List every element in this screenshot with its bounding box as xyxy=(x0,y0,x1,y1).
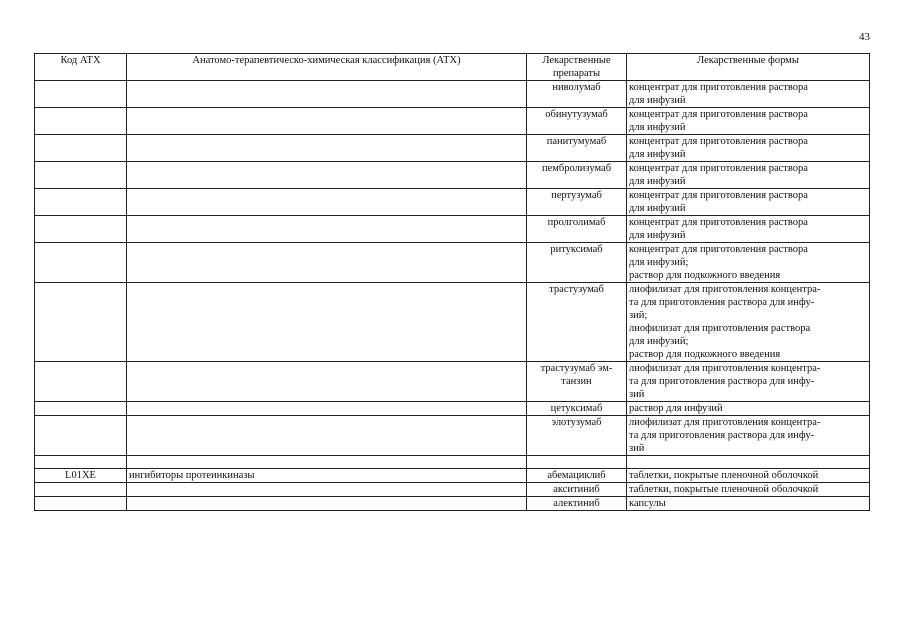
table-row xyxy=(35,135,870,162)
row-code xyxy=(35,108,127,135)
row-drug: цетуксимаб xyxy=(527,402,627,416)
row-code xyxy=(35,497,127,511)
row-drug: панитумумаб xyxy=(527,135,627,162)
row-form: концентрат для приготовления раствора для инфузий; раствор для подкожного введения xyxy=(627,243,870,283)
table-row xyxy=(35,416,870,456)
row-drug xyxy=(527,456,627,469)
row-classification xyxy=(127,135,527,162)
table-row xyxy=(35,108,870,135)
row-classification xyxy=(127,283,527,362)
row-drug: трастузумаб xyxy=(527,283,627,362)
page-number: 43 xyxy=(859,31,870,43)
row-classification xyxy=(127,402,527,416)
row-code xyxy=(35,162,127,189)
row-code xyxy=(35,483,127,497)
row-form: раствор для инфузий xyxy=(627,402,870,416)
row-form: лиофилизат для приготовления концентра- та для приготовления раствора для инфу- зий; лиофилизат для приготовления раствора для инфузий; раствор для подкожного введения xyxy=(627,283,870,362)
table-row xyxy=(35,456,870,469)
table-row xyxy=(35,81,870,108)
table-body xyxy=(35,81,870,511)
row-classification xyxy=(127,456,527,469)
row-drug: абемациклиб xyxy=(527,469,627,483)
row-code xyxy=(35,283,127,362)
row-form: капсулы xyxy=(627,497,870,511)
table-row xyxy=(35,283,870,362)
row-classification xyxy=(127,162,527,189)
row-code xyxy=(35,362,127,402)
table-header-row xyxy=(35,54,870,81)
table-row xyxy=(35,216,870,243)
row-form: таблетки, покрытые пленочной оболочкой xyxy=(627,483,870,497)
row-form: лиофилизат для приготовления концентра- та для приготовления раствора для инфу- зий xyxy=(627,416,870,456)
table-row xyxy=(35,162,870,189)
table-row xyxy=(35,243,870,283)
row-drug: ниволумаб xyxy=(527,81,627,108)
row-drug: алектиниб xyxy=(527,497,627,511)
row-classification xyxy=(127,108,527,135)
row-classification: ингибиторы протеинкиназы xyxy=(127,469,527,483)
row-form: концентрат для приготовления раствора для инфузий xyxy=(627,108,870,135)
header-code: Код АТХ xyxy=(35,54,127,81)
atx-table xyxy=(34,53,870,511)
table-row xyxy=(35,189,870,216)
row-code xyxy=(35,216,127,243)
row-form xyxy=(627,456,870,469)
header-forms: Лекарственные формы xyxy=(627,54,870,81)
row-drug: пролголимаб xyxy=(527,216,627,243)
row-code: L01XE xyxy=(35,469,127,483)
row-drug: ритуксимаб xyxy=(527,243,627,283)
row-code xyxy=(35,81,127,108)
table-row xyxy=(35,469,870,483)
row-classification xyxy=(127,216,527,243)
row-drug: обинутузумаб xyxy=(527,108,627,135)
row-drug: акситиниб xyxy=(527,483,627,497)
row-code xyxy=(35,189,127,216)
row-drug: трастузумаб эм- танзин xyxy=(527,362,627,402)
row-classification xyxy=(127,189,527,216)
row-code xyxy=(35,456,127,469)
row-form: концентрат для приготовления раствора для инфузий xyxy=(627,135,870,162)
header-drugs: Лекарственные препараты xyxy=(527,54,627,81)
table-row xyxy=(35,497,870,511)
row-classification xyxy=(127,81,527,108)
header-classification: Анатомо-терапевтическо-химическая классификация (АТХ) xyxy=(127,54,527,81)
row-code xyxy=(35,243,127,283)
row-form: лиофилизат для приготовления концентра- та для приготовления раствора для инфу- зий xyxy=(627,362,870,402)
table-row xyxy=(35,483,870,497)
table-row xyxy=(35,402,870,416)
row-drug: пертузумаб xyxy=(527,189,627,216)
row-classification xyxy=(127,483,527,497)
row-classification xyxy=(127,497,527,511)
row-classification xyxy=(127,362,527,402)
row-form: концентрат для приготовления раствора для инфузий xyxy=(627,81,870,108)
row-drug: пембролизумаб xyxy=(527,162,627,189)
table-row xyxy=(35,362,870,402)
row-classification xyxy=(127,243,527,283)
row-form: таблетки, покрытые пленочной оболочкой xyxy=(627,469,870,483)
row-form: концентрат для приготовления раствора для инфузий xyxy=(627,189,870,216)
row-form: концентрат для приготовления раствора для инфузий xyxy=(627,162,870,189)
row-code xyxy=(35,135,127,162)
row-classification xyxy=(127,416,527,456)
row-code xyxy=(35,402,127,416)
row-code xyxy=(35,416,127,456)
row-form: концентрат для приготовления раствора для инфузий xyxy=(627,216,870,243)
row-drug: элотузумаб xyxy=(527,416,627,456)
